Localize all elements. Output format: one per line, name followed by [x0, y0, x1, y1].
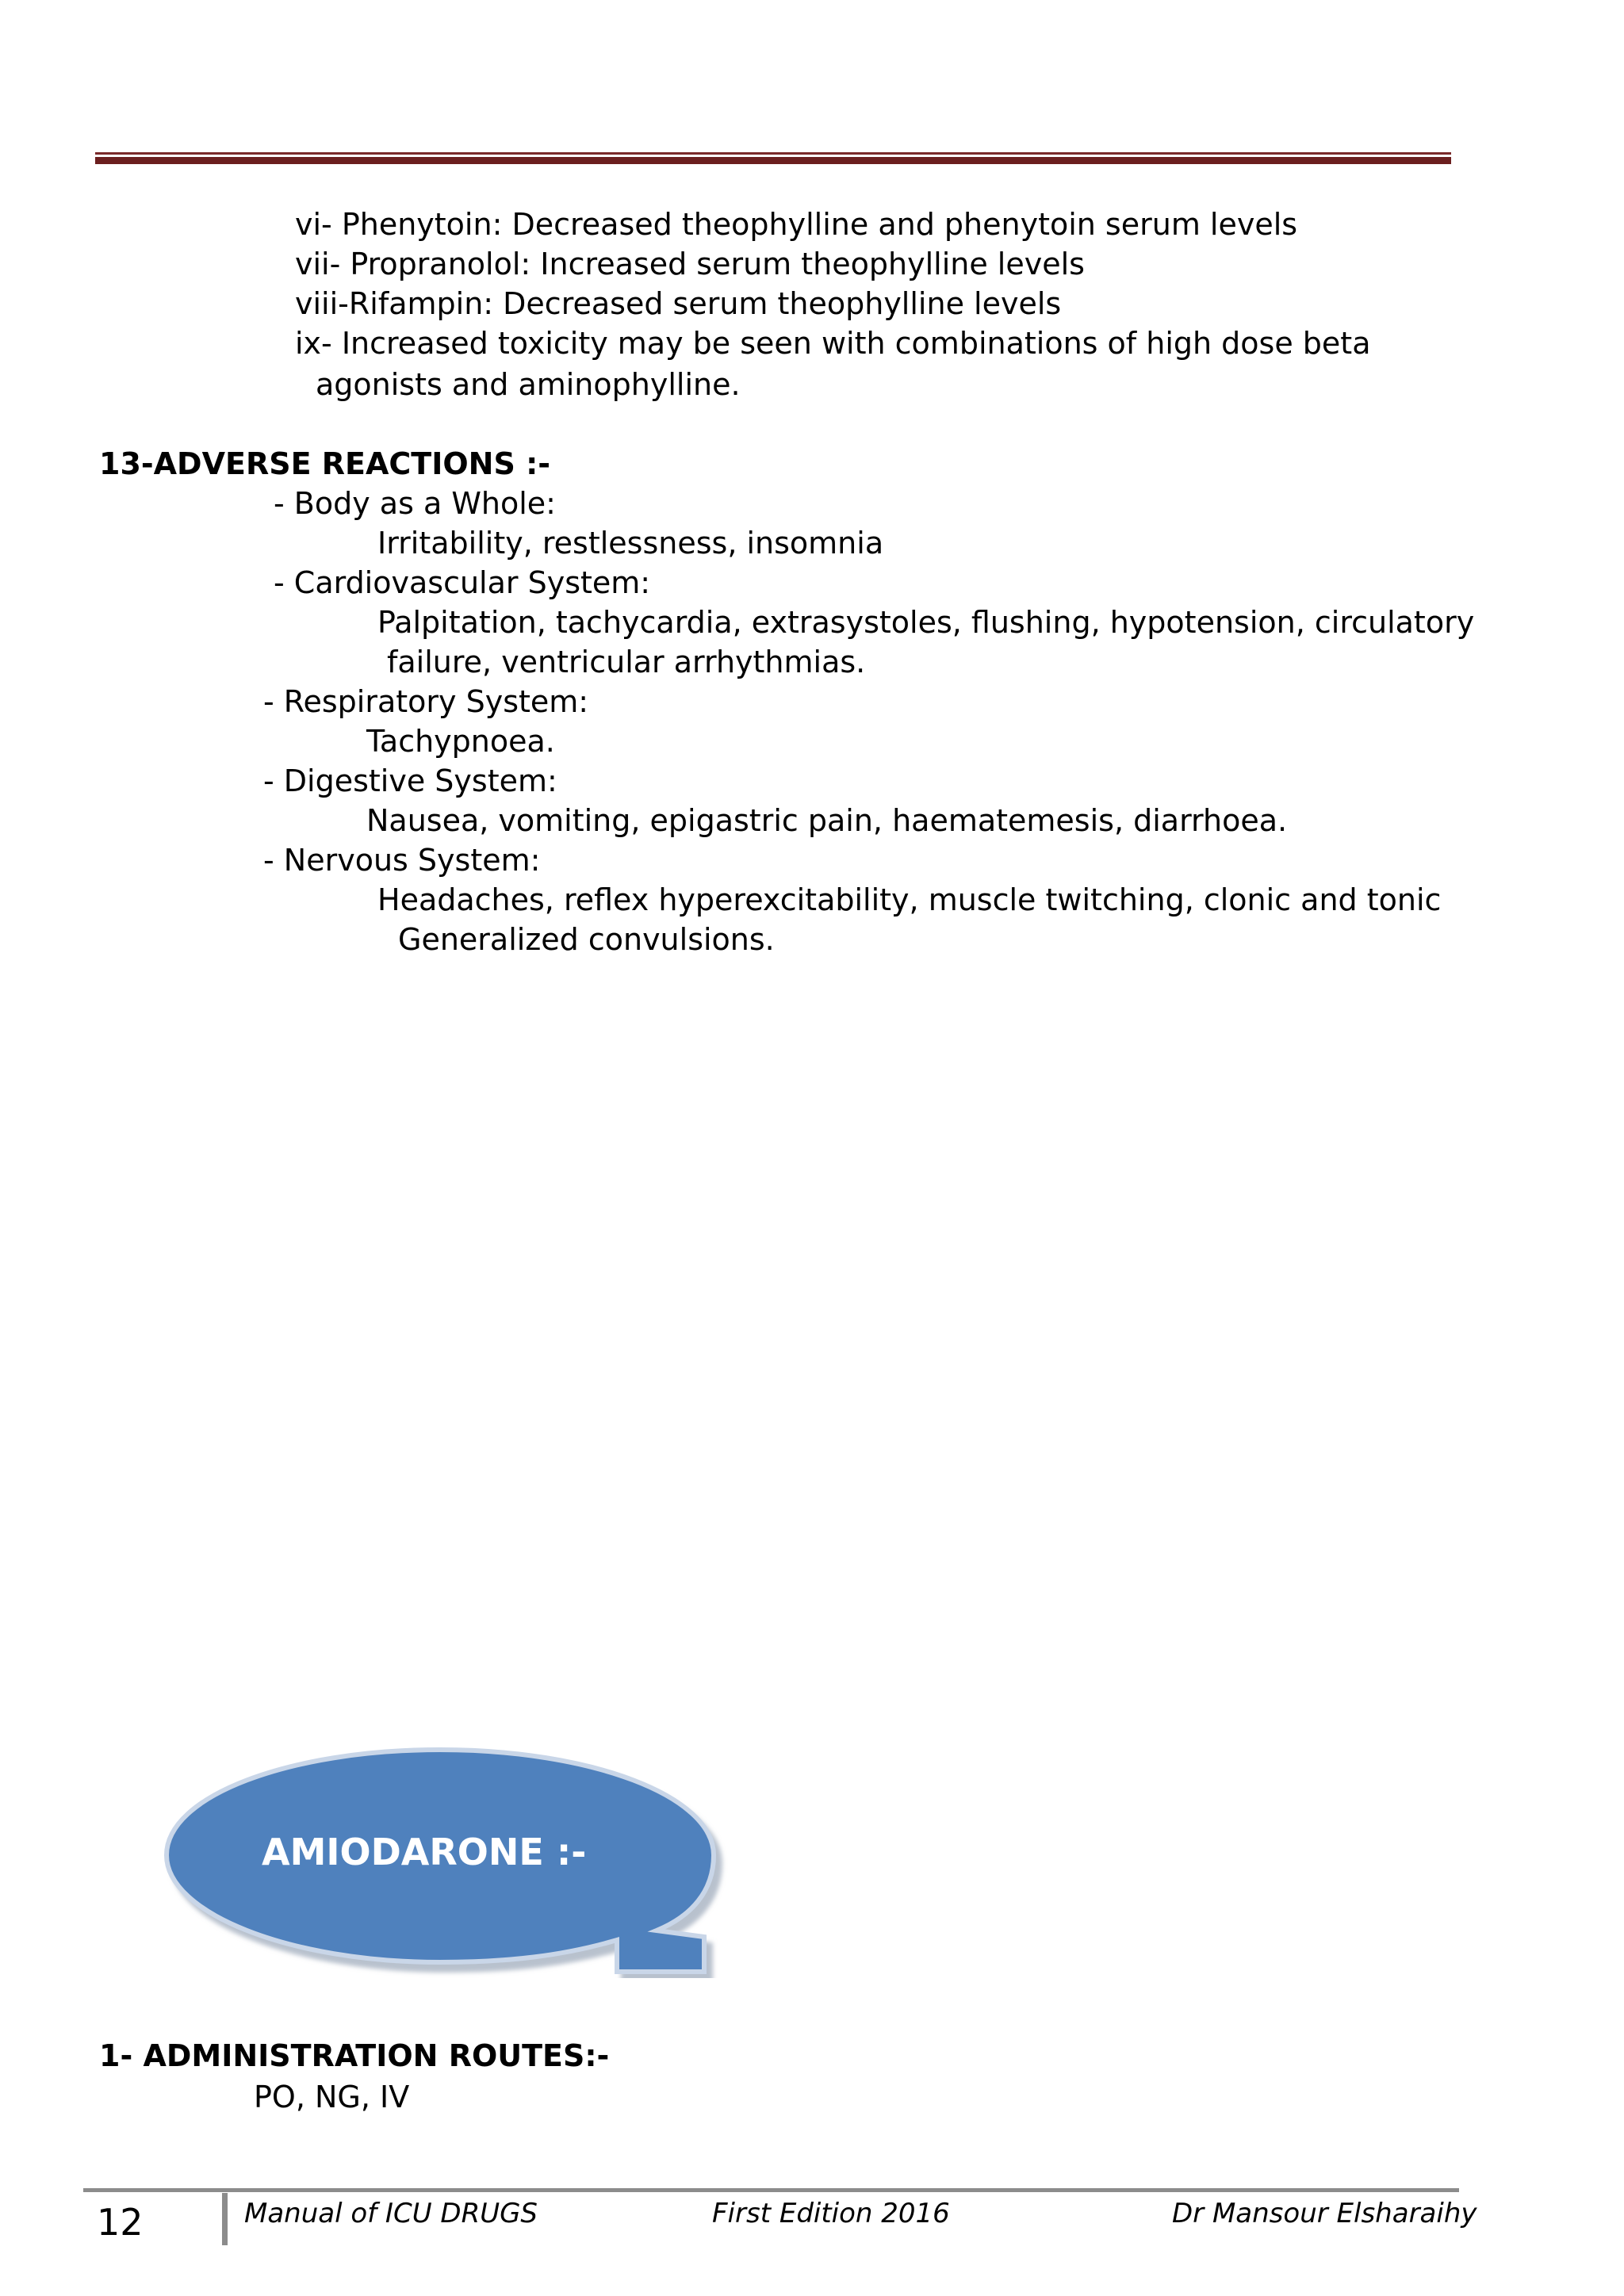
- cardio-text-1: Palpitation, tachycardia, extrasystoles, flushing, hypotension, circulatory: [377, 605, 1475, 640]
- interaction-rifampin: viii-Rifampin: Decreased serum theophylline levels: [295, 286, 1062, 321]
- footer-author: Dr Mansour Elsharaihy: [1172, 2198, 1477, 2229]
- administration-heading: 1- ADMINISTRATION ROUTES:-: [99, 2038, 610, 2073]
- cardio-text-2: failure, ventricular arrhythmias.: [387, 645, 866, 679]
- interaction-phenytoin: vi- Phenytoin: Decreased theophylline and phenytoin serum levels: [295, 207, 1298, 242]
- nervous-label: - Nervous System:: [263, 843, 541, 878]
- nervous-text-1: Headaches, reflex hyperexcitability, muscle twitching, clonic and tonic: [377, 882, 1442, 917]
- page-number: 12: [97, 2201, 144, 2244]
- header-rule: [95, 152, 1451, 165]
- adverse-reactions-heading: 13-ADVERSE REACTIONS :-: [99, 446, 551, 481]
- drug-title: AMIODARONE :-: [262, 1831, 587, 1873]
- body-whole-text: Irritability, restlessness, insomnia: [377, 526, 884, 561]
- footer-edition: First Edition 2016: [712, 2198, 950, 2229]
- resp-text: Tachypnoea.: [366, 724, 555, 759]
- cardio-label: - Cardiovascular System:: [274, 565, 651, 600]
- digestive-text: Nausea, vomiting, epigastric pain, haematemesis, diarrhoea.: [366, 803, 1288, 838]
- footer-manual-title: Manual of ICU DRUGS: [244, 2198, 538, 2229]
- digestive-label: - Digestive System:: [263, 763, 557, 798]
- interaction-beta-agonists: ix- Increased toxicity may be seen with combinations of high dose beta: [295, 326, 1371, 361]
- footer-rule: [83, 2188, 1459, 2192]
- resp-label: - Respiratory System:: [263, 684, 589, 719]
- nervous-text-2: Generalized convulsions.: [398, 922, 775, 957]
- footer-divider: [222, 2193, 228, 2245]
- interaction-beta-agonists-cont: agonists and aminophylline.: [316, 367, 741, 402]
- drug-title-bubble: [159, 1740, 730, 1978]
- interaction-propranolol: vii- Propranolol: Increased serum theophylline levels: [295, 247, 1085, 281]
- header-rule-thin: [95, 152, 1451, 155]
- header-rule-thick: [95, 157, 1451, 164]
- administration-routes: PO, NG, IV: [254, 2080, 410, 2114]
- body-whole-label: - Body as a Whole:: [274, 486, 556, 521]
